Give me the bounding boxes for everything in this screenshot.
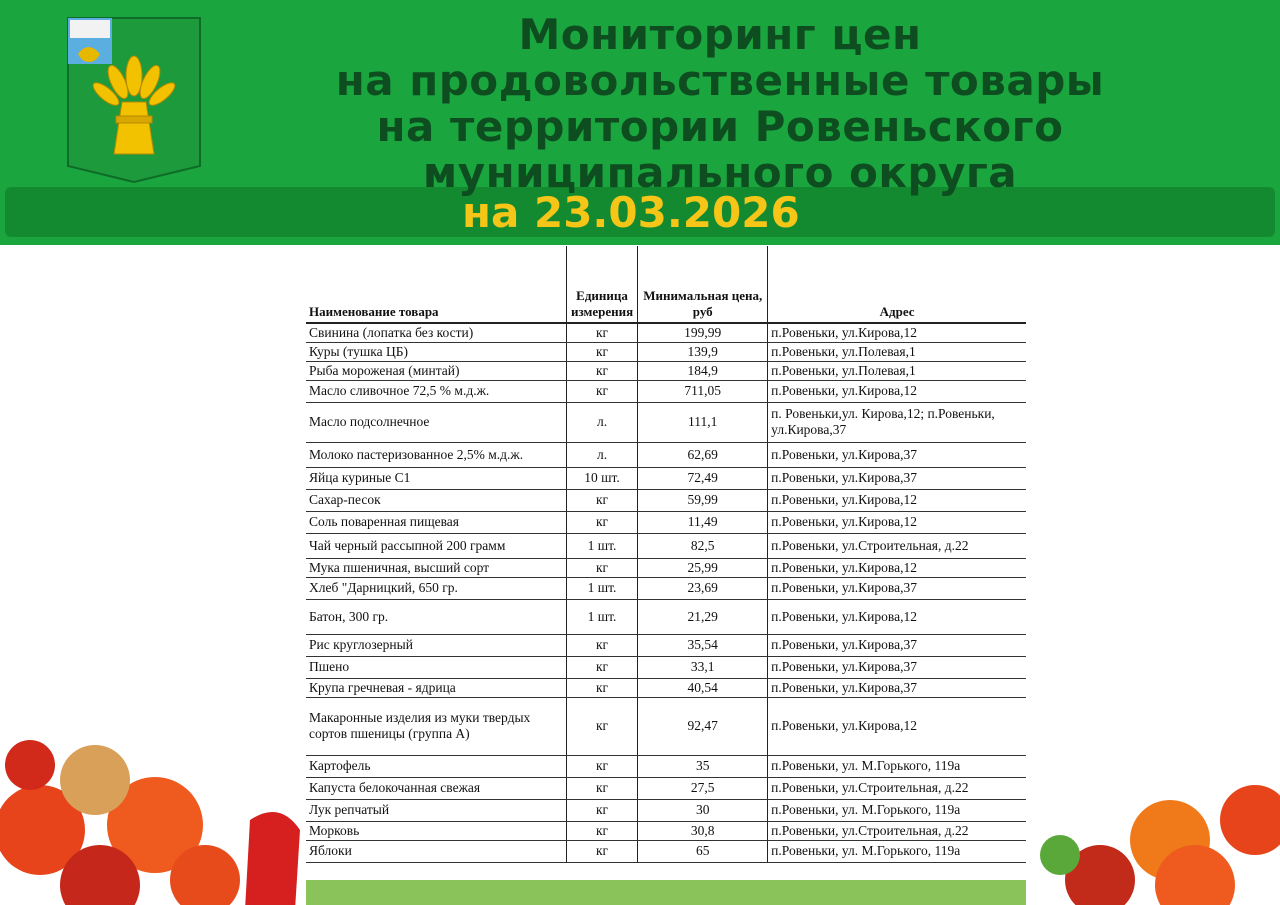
unit-cell: кг bbox=[566, 380, 637, 402]
table-row bbox=[306, 678, 1026, 697]
table-row bbox=[306, 342, 1026, 361]
product-name-cell: Молоко пастеризованное 2,5% м.д.ж. bbox=[306, 442, 566, 467]
product-name-cell: Масло сливочное 72,5 % м.д.ж. bbox=[306, 380, 566, 402]
price-cell: 711,05 bbox=[638, 380, 768, 402]
address-cell: п.Ровеньки, ул. М.Горького, 119а bbox=[768, 840, 1026, 862]
price-cell: 23,69 bbox=[638, 577, 768, 599]
unit-cell: 1 шт. bbox=[566, 599, 637, 634]
address-cell: п.Ровеньки, ул.Кирова,37 bbox=[768, 442, 1026, 467]
unit-cell: л. bbox=[566, 402, 637, 442]
table-row bbox=[306, 361, 1026, 380]
unit-cell: кг bbox=[566, 777, 637, 799]
price-cell: 184,9 bbox=[638, 361, 768, 380]
title-line-2: на продовольственные товары bbox=[335, 56, 1105, 105]
address-cell: п.Ровеньки, ул.Кирова,12 bbox=[768, 558, 1026, 577]
product-name-cell: Лук репчатый bbox=[306, 799, 566, 821]
table-row bbox=[306, 467, 1026, 489]
price-cell: 30 bbox=[638, 799, 768, 821]
title-line-1: Мониторинг цен bbox=[518, 10, 922, 59]
product-name-cell: Крупа гречневая - ядрица bbox=[306, 678, 566, 697]
unit-cell: 1 шт. bbox=[566, 533, 637, 558]
product-name-cell: Картофель bbox=[306, 755, 566, 777]
price-cell: 111,1 bbox=[638, 402, 768, 442]
table-row bbox=[306, 489, 1026, 511]
product-name-cell: Куры (тушка ЦБ) bbox=[306, 342, 566, 361]
unit-cell: кг bbox=[566, 697, 637, 755]
product-name-cell: Мука пшеничная, высший сорт bbox=[306, 558, 566, 577]
price-cell: 92,47 bbox=[638, 697, 768, 755]
table-row bbox=[306, 697, 1026, 755]
unit-cell: кг bbox=[566, 511, 637, 533]
product-name-cell: Свинина (лопатка без кости) bbox=[306, 323, 566, 342]
header-product-name: Наименование товара bbox=[306, 246, 566, 323]
address-cell: п.Ровеньки, ул. М.Горького, 119а bbox=[768, 799, 1026, 821]
product-name-cell: Соль поваренная пищевая bbox=[306, 511, 566, 533]
product-name-cell: Яблоки bbox=[306, 840, 566, 862]
price-cell: 139,9 bbox=[638, 342, 768, 361]
table-row bbox=[306, 799, 1026, 821]
address-cell: п. Ровеньки,ул. Кирова,12; п.Ровеньки, ул.Кирова,37 bbox=[768, 402, 1026, 442]
title-line-3: на территории Ровеньского bbox=[376, 102, 1064, 151]
address-cell: п.Ровеньки, ул.Кирова,12 bbox=[768, 380, 1026, 402]
unit-cell: кг bbox=[566, 755, 637, 777]
price-cell: 11,49 bbox=[638, 511, 768, 533]
unit-cell: кг bbox=[566, 656, 637, 678]
table-row bbox=[306, 533, 1026, 558]
address-cell: п.Ровеньки, ул.Кирова,12 bbox=[768, 697, 1026, 755]
table-row bbox=[306, 511, 1026, 533]
address-cell: п.Ровеньки, ул.Полевая,1 bbox=[768, 361, 1026, 380]
product-name-cell: Сахар-песок bbox=[306, 489, 566, 511]
unit-cell: кг bbox=[566, 489, 637, 511]
page-title bbox=[260, 12, 1180, 196]
table-row bbox=[306, 402, 1026, 442]
address-cell: п.Ровеньки, ул.Кирова,37 bbox=[768, 467, 1026, 489]
table-row bbox=[306, 323, 1026, 342]
price-cell: 21,29 bbox=[638, 599, 768, 634]
unit-cell: кг bbox=[566, 558, 637, 577]
unit-cell: кг bbox=[566, 361, 637, 380]
address-cell: п.Ровеньки, ул.Кирова,37 bbox=[768, 656, 1026, 678]
coat-of-arms-icon bbox=[66, 16, 202, 184]
date-label: на 23.03.2026 bbox=[462, 188, 800, 237]
address-cell: п.Ровеньки, ул.Кирова,37 bbox=[768, 678, 1026, 697]
unit-cell: 10 шт. bbox=[566, 467, 637, 489]
header-min-price: Минимальная цена, руб bbox=[638, 246, 768, 323]
price-cell: 35 bbox=[638, 755, 768, 777]
address-cell: п.Ровеньки, ул.Строительная, д.22 bbox=[768, 533, 1026, 558]
address-cell: п.Ровеньки, ул.Кирова,12 bbox=[768, 599, 1026, 634]
table-row bbox=[306, 380, 1026, 402]
product-name-cell: Рыба мороженая (минтай) bbox=[306, 361, 566, 380]
price-cell: 33,1 bbox=[638, 656, 768, 678]
table-row bbox=[306, 558, 1026, 577]
product-name-cell: Масло подсолнечное bbox=[306, 402, 566, 442]
unit-cell: кг bbox=[566, 342, 637, 361]
unit-cell: кг bbox=[566, 821, 637, 840]
address-cell: п.Ровеньки, ул.Кирова,37 bbox=[768, 634, 1026, 656]
table-row bbox=[306, 755, 1026, 777]
table-row bbox=[306, 777, 1026, 799]
unit-cell: кг bbox=[566, 634, 637, 656]
product-name-cell: Чай черный рассыпной 200 грамм bbox=[306, 533, 566, 558]
address-cell: п.Ровеньки, ул.Кирова,12 bbox=[768, 511, 1026, 533]
address-cell: п.Ровеньки, ул.Кирова,12 bbox=[768, 323, 1026, 342]
price-table bbox=[306, 246, 1026, 863]
header-unit: Единица измерения bbox=[566, 246, 637, 323]
unit-cell: 1 шт. bbox=[566, 577, 637, 599]
price-cell: 35,54 bbox=[638, 634, 768, 656]
product-name-cell: Яйца куриные С1 bbox=[306, 467, 566, 489]
address-cell: п.Ровеньки, ул.Кирова,12 bbox=[768, 489, 1026, 511]
price-cell: 30,8 bbox=[638, 821, 768, 840]
table-row bbox=[306, 634, 1026, 656]
product-name-cell: Капуста белокочанная свежая bbox=[306, 777, 566, 799]
header-address: Адрес bbox=[768, 246, 1026, 323]
product-name-cell: Пшено bbox=[306, 656, 566, 678]
price-cell: 59,99 bbox=[638, 489, 768, 511]
price-cell: 25,99 bbox=[638, 558, 768, 577]
table-row bbox=[306, 821, 1026, 840]
product-name-cell: Батон, 300 гр. bbox=[306, 599, 566, 634]
price-cell: 62,69 bbox=[638, 442, 768, 467]
address-cell: п.Ровеньки, ул. М.Горького, 119а bbox=[768, 755, 1026, 777]
table-row bbox=[306, 656, 1026, 678]
unit-cell: кг bbox=[566, 678, 637, 697]
title-line-4: муниципального округа bbox=[422, 148, 1018, 197]
unit-cell: л. bbox=[566, 442, 637, 467]
table-row bbox=[306, 599, 1026, 634]
product-name-cell: Хлеб "Дарницкий, 650 гр. bbox=[306, 577, 566, 599]
address-cell: п.Ровеньки, ул.Полевая,1 bbox=[768, 342, 1026, 361]
price-cell: 82,5 bbox=[638, 533, 768, 558]
table-header-row bbox=[306, 246, 1026, 323]
unit-cell: кг bbox=[566, 323, 637, 342]
table-row bbox=[306, 442, 1026, 467]
unit-cell: кг bbox=[566, 840, 637, 862]
unit-cell: кг bbox=[566, 799, 637, 821]
price-cell: 65 bbox=[638, 840, 768, 862]
address-cell: п.Ровеньки, ул.Строительная, д.22 bbox=[768, 777, 1026, 799]
address-cell: п.Ровеньки, ул.Кирова,37 bbox=[768, 577, 1026, 599]
price-cell: 40,54 bbox=[638, 678, 768, 697]
product-name-cell: Рис круглозерный bbox=[306, 634, 566, 656]
address-cell: п.Ровеньки, ул.Строительная, д.22 bbox=[768, 821, 1026, 840]
price-cell: 199,99 bbox=[638, 323, 768, 342]
product-name-cell: Морковь bbox=[306, 821, 566, 840]
price-cell: 72,49 bbox=[638, 467, 768, 489]
price-cell: 27,5 bbox=[638, 777, 768, 799]
table-row bbox=[306, 577, 1026, 599]
product-name-cell: Макаронные изделия из муки твердых сортов пшеницы (группа А) bbox=[306, 697, 566, 755]
table-row bbox=[306, 840, 1026, 862]
